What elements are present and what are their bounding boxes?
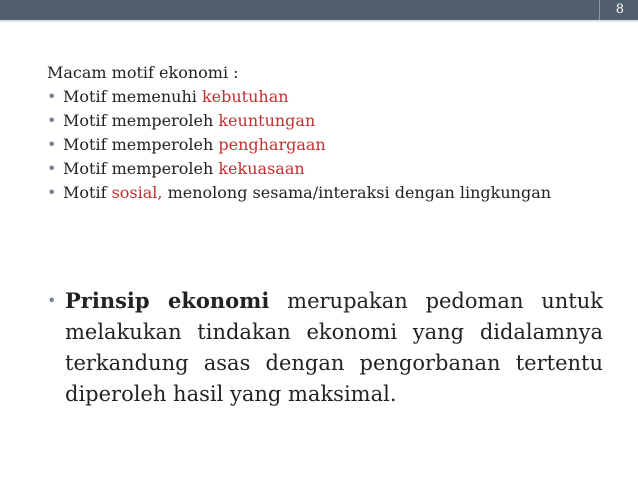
top-bar	[0, 0, 638, 20]
principle-text: merupakan pedoman untuk melakukan tindakan ekonomi yang didalamnya terkandung asas dengan pengorbanan tertentu diperoleh hasil yang maksimal.	[65, 289, 603, 406]
motif-item-1-prefix: Motif memenuhi	[63, 87, 202, 106]
motif-item-5-prefix: Motif	[63, 183, 112, 202]
principle-term: Prinsip ekonomi	[65, 288, 270, 313]
motif-list	[47, 85, 607, 205]
principle-paragraph	[47, 285, 603, 410]
motif-item-1-highlight: kebutuhan	[201, 87, 289, 106]
slide-content	[47, 61, 607, 205]
motif-item-5	[47, 181, 607, 205]
motif-item-2-prefix: Motif memperoleh	[63, 111, 219, 130]
motif-item-5-suffix: menolong sesama/interaksi dengan lingkungan	[162, 183, 552, 202]
accent-line	[0, 20, 638, 22]
motif-item-4-highlight: kekuasaan	[218, 159, 305, 178]
motif-item-3-highlight: penghargaan	[218, 135, 326, 154]
motif-item-4	[47, 157, 607, 181]
bullet-icon: •	[47, 135, 57, 154]
motif-item-2-highlight: keuntungan	[218, 111, 316, 130]
motif-item-3	[47, 133, 607, 157]
bullet-icon: •	[47, 87, 57, 106]
motif-item-2	[47, 109, 607, 133]
motif-item-1	[47, 85, 607, 109]
motif-item-4-prefix: Motif memperoleh	[63, 159, 219, 178]
bullet-icon: •	[47, 183, 57, 202]
bullet-icon: •	[47, 291, 57, 310]
bullet-icon: •	[47, 111, 57, 130]
motif-item-3-prefix: Motif memperoleh	[63, 135, 219, 154]
page-number: 8	[615, 2, 624, 17]
motif-heading: Macam motif ekonomi :	[47, 63, 239, 82]
bullet-icon: •	[47, 159, 57, 178]
motif-item-5-highlight: sosial,	[111, 183, 163, 202]
page-number-box	[599, 0, 638, 20]
